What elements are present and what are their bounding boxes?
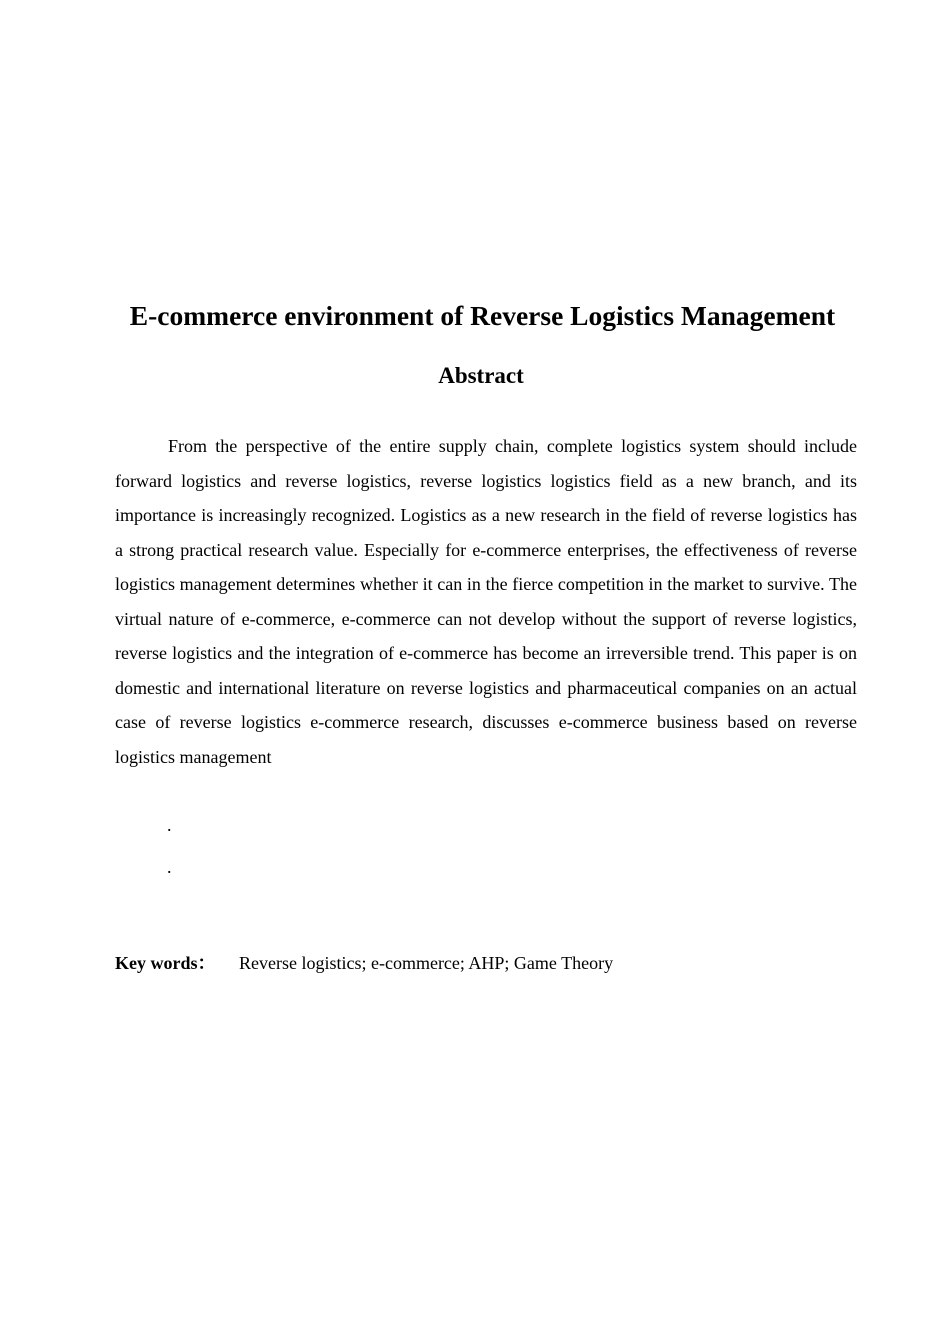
document-title: E-commerce environment of Reverse Logistics Management [129, 300, 836, 331]
keywords-label: Key words： [115, 953, 216, 973]
abstract-heading: Abstract [438, 363, 524, 388]
keywords-line [115, 951, 613, 975]
abstract-paragraph: From the perspective of the entire supply chain, complete logistics system should include forward logistics and reverse logistics, reverse logistics logistics field as a new branch, and its importance is increasingly recognized. Logistics as a new research in the field of reverse logistics has a strong practical research value. Especially for e-commerce enterprises, the effectiveness of reverse logistics management determines whether it can in the fierce competition in the market to survive. The virtual nature of e-commerce, e-commerce can not develop without the support of reverse logistics, reverse logistics and the integration of e-commerce has become an irreversible trend. This paper is on domestic and international literature on reverse logistics and pharmaceutical companies on an actual case of reverse logistics e-commerce research, discusses e-commerce business based on reverse logistics management [115, 436, 857, 767]
stray-dot-2: . [167, 857, 172, 877]
keywords-value: Reverse logistics; e-commerce; AHP; Game Theory [239, 953, 614, 973]
stray-dot-1: . [167, 815, 172, 835]
